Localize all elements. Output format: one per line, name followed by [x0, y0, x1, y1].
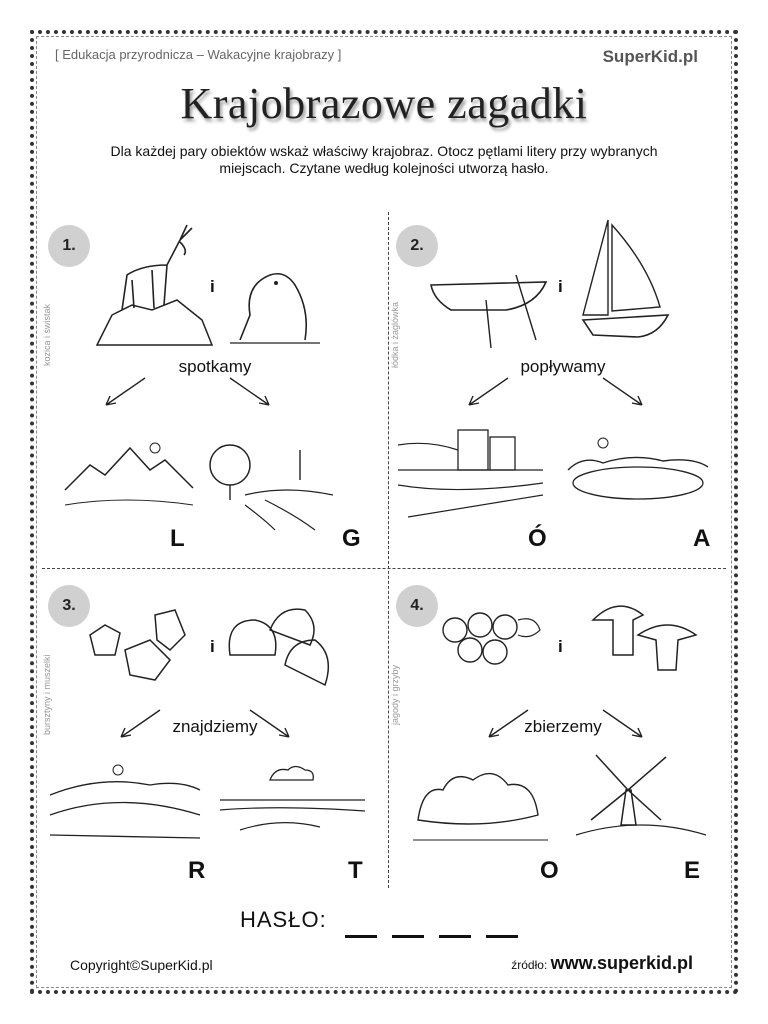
panel-number: 3.	[48, 585, 90, 627]
arrow-right-icon	[225, 375, 275, 410]
answer-letter[interactable]: Ó	[528, 525, 547, 552]
answer-label: HASŁO:	[240, 907, 327, 932]
amber-stones-icon	[85, 605, 195, 685]
seashells-icon	[220, 595, 340, 690]
chamois-icon	[92, 220, 212, 350]
lake-icon	[563, 435, 708, 510]
arrow-right-icon	[245, 707, 295, 742]
panel-1	[40, 215, 378, 559]
arrow-left-icon	[483, 707, 533, 742]
source-link[interactable]: www.superkid.pl	[550, 953, 693, 973]
seaside-icon	[220, 755, 365, 835]
answer-letter[interactable]: A	[693, 525, 711, 552]
conjunction: i	[210, 277, 215, 296]
sailboat-icon	[578, 215, 673, 340]
arrow-right-icon	[598, 375, 648, 410]
source-text	[511, 953, 693, 974]
panel-2	[388, 215, 726, 559]
panel-number: 1.	[48, 225, 90, 267]
conjunction: i	[210, 637, 215, 656]
answer-blank[interactable]	[392, 935, 424, 938]
panel-number: 2.	[396, 225, 438, 267]
answer-letter[interactable]: R	[188, 857, 206, 884]
answer-letter[interactable]: G	[342, 525, 361, 552]
source-label: źródło:	[511, 958, 548, 972]
mushrooms-icon	[588, 595, 703, 675]
answer-letter[interactable]: E	[684, 857, 701, 884]
windmill-icon	[576, 745, 706, 845]
arrow-left-icon	[463, 375, 513, 410]
arrow-right-icon	[598, 707, 648, 742]
breadcrumb: [ Edukacja przyrodnicza – Wakacyjne krajobrazy ]	[55, 47, 342, 62]
conjunction: i	[558, 277, 563, 296]
hills-icon	[50, 760, 200, 850]
answer-blank[interactable]	[345, 935, 377, 938]
horizontal-divider	[42, 568, 726, 569]
brand-logo: SuperKid.pl	[602, 47, 698, 66]
arrow-left-icon	[100, 375, 150, 410]
berries-icon	[440, 605, 550, 675]
side-label: jagody i grzyby	[390, 664, 400, 726]
side-label: kozica i świstak	[42, 304, 52, 367]
verb-label: zbierzemy	[524, 717, 602, 736]
panel-4	[388, 575, 726, 919]
answer-letter[interactable]: L	[170, 525, 185, 552]
answer-blank[interactable]	[486, 935, 518, 938]
verb-label: spotkamy	[178, 357, 252, 376]
copyright-text: Copyright©SuperKid.pl	[70, 957, 213, 973]
page-title: Krajobrazowe zagadki	[180, 79, 588, 128]
city-river-icon	[398, 425, 543, 520]
rowboat-icon	[426, 270, 551, 350]
side-label: łódka i żaglówka	[390, 301, 400, 369]
conjunction: i	[558, 637, 563, 656]
instruction-text: Dla każdej pary obiektów wskaż właściwy krajobraz. Otocz pętlami litery przy wybranych miejscach. Czytane według kolejności utworzą hasło.	[110, 143, 658, 176]
panel-number: 4.	[396, 585, 438, 627]
river-icon	[205, 440, 335, 530]
answer-letter[interactable]: O	[540, 857, 559, 884]
verb-label: popływamy	[520, 357, 606, 376]
marmot-icon	[230, 255, 320, 345]
answer-letter[interactable]: T	[348, 857, 363, 884]
forest-icon	[413, 760, 548, 845]
panel-3	[40, 575, 378, 919]
arrow-left-icon	[115, 707, 165, 742]
mountains-icon	[65, 440, 195, 515]
answer-blank[interactable]	[439, 935, 471, 938]
side-label: bursztyny i muszelki	[42, 654, 52, 736]
verb-label: znajdziemy	[172, 717, 258, 736]
